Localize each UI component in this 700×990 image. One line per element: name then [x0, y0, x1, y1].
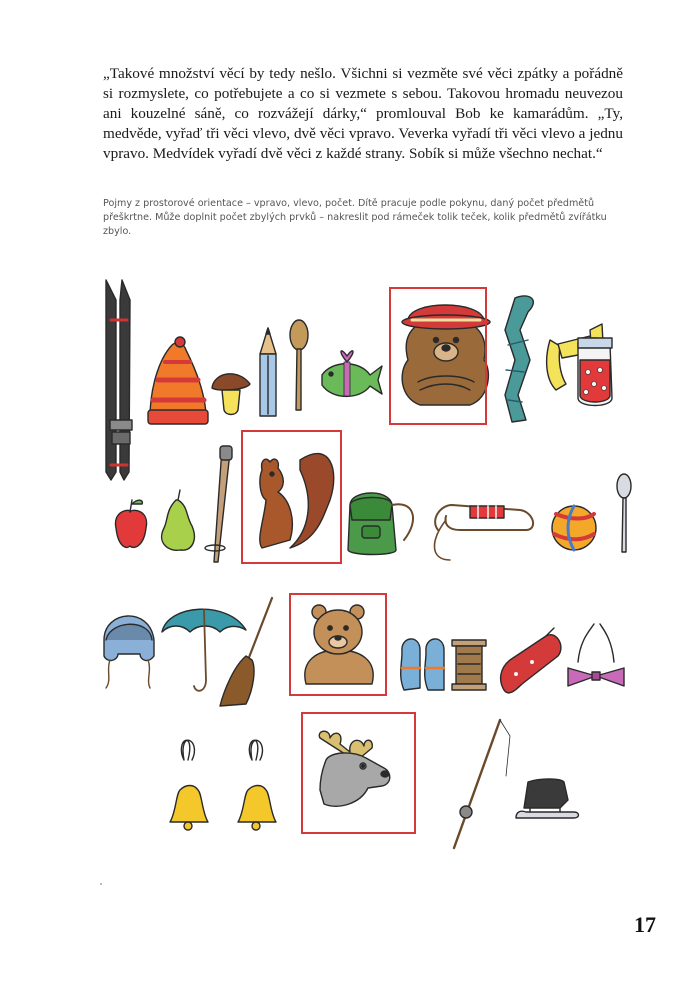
earflap-hat-icon [104, 616, 154, 688]
pencil-icon [260, 328, 276, 416]
page-number: 17 [634, 912, 656, 937]
jam-jar-icon [578, 338, 612, 406]
knit-hat-icon [148, 337, 208, 424]
ball-icon [552, 506, 596, 550]
bear-frame [389, 287, 487, 425]
bell-icon [170, 740, 208, 830]
fishing-rod-icon [454, 720, 510, 848]
reindeer-frame [301, 712, 416, 834]
skis-icon [106, 280, 132, 480]
instructions-text: Pojmy z prostorové orientace – vpravo, vlevo, počet. Dítě pracuje podle pokynu, daný počet předmětů přeškrtne. Může doplnit počet zbylých prvků – nakreslit pod rámeček tolik teček, kolik předmětů zvířátku zbylo. [103, 198, 607, 237]
mushroom-icon [212, 374, 250, 415]
story-paragraph: „Takové množství věcí by tedy nešlo. Všichni si vezměte své věci zpátky a pořádně si rozmyslete, co potřebujete a co si vezmete s sebou. Takovou hromadu neuvezou ani kouzelné sáně, co rozvážejí dárky,“ promlouval Bob ke kamarádům. „Ty, medvěde, vyřaď tři věci vlevo, dvě věci vpravo. Veverka vyřadí tři věci vlevo a jednu vpravo. Medvídek vyřadí dvě věci z každé strany. Sobík si může všechno nechat.“ [103, 65, 623, 162]
backpack-icon [348, 493, 413, 555]
ski-pole-icon [205, 446, 232, 562]
scarf-icon [505, 296, 533, 422]
squirrel-frame [241, 430, 342, 564]
sausage-icon [501, 628, 561, 693]
spoon-icon [617, 474, 631, 552]
pear-icon [162, 490, 195, 550]
thread-spool-icon [452, 640, 486, 690]
fish-gift-icon [322, 351, 382, 397]
bell-icon [238, 740, 276, 830]
mittens-icon [401, 639, 444, 690]
ice-skate-icon [516, 779, 579, 818]
teddy-bear-frame [289, 593, 387, 696]
wooden-spoon-icon [290, 320, 308, 410]
stray-mark [100, 883, 102, 885]
apple-icon [115, 500, 146, 547]
bow-tie-icon [568, 624, 624, 686]
sled-icon [434, 505, 533, 560]
